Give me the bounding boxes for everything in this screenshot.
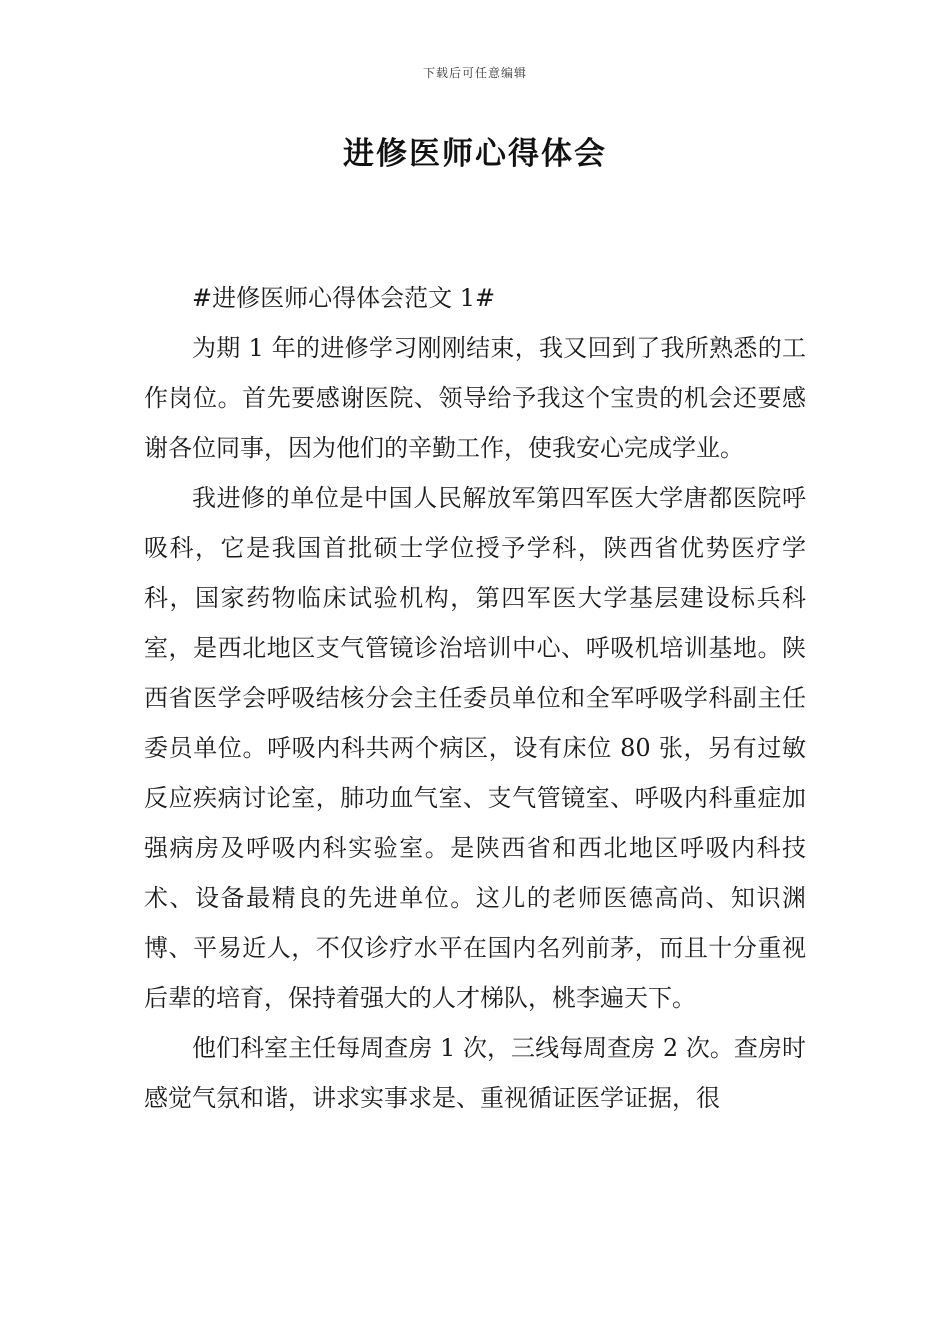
paragraph-3: 他们科室主任每周查房 1 次，三线每周查房 2 次。查房时感觉气氛和谐，讲求实事求是、重视循证医学证据，很 <box>144 1034 806 1112</box>
section-heading: #进修医师心得体会范文 1# <box>192 284 496 312</box>
document-title: 进修医师心得体会 <box>343 136 607 172</box>
document-body <box>144 273 806 1123</box>
paragraph-2: 我进修的单位是中国人民解放军第四军医大学唐都医院呼吸科，它是我国首批硕士学位授予学科，陕西省优势医疗学科，国家药物临床试验机构，第四军医大学基层建设标兵科室，是西北地区支气管镜诊治培训中心、呼吸机培训基地。陕西省医学会呼吸结核分会主任委员单位和全军呼吸学科副主任委员单位。呼吸内科共两个病区，设有床位 80 张，另有过敏反应疾病讨论室，肺功血气室、支气管镜室、呼吸内科重症加强病房及呼吸内科实验室。是陕西省和西北地区呼吸内科技术、设备最精良的先进单位。这儿的老师医德高尚、知识渊博、平易近人，不仅诊疗水平在国内名列前茅，而且十分重视后辈的培育，保持着强大的人才梯队，桃李遍天下。 <box>144 484 806 1012</box>
header-note: 下载后可任意编辑 <box>422 66 527 80</box>
paragraph-1: 为期 1 年的进修学习刚刚结束，我又回到了我所熟悉的工作岗位。首先要感谢医院、领导给予我这个宝贵的机会还要感谢各位同事，因为他们的辛勤工作，使我安心完成学业。 <box>144 334 806 462</box>
